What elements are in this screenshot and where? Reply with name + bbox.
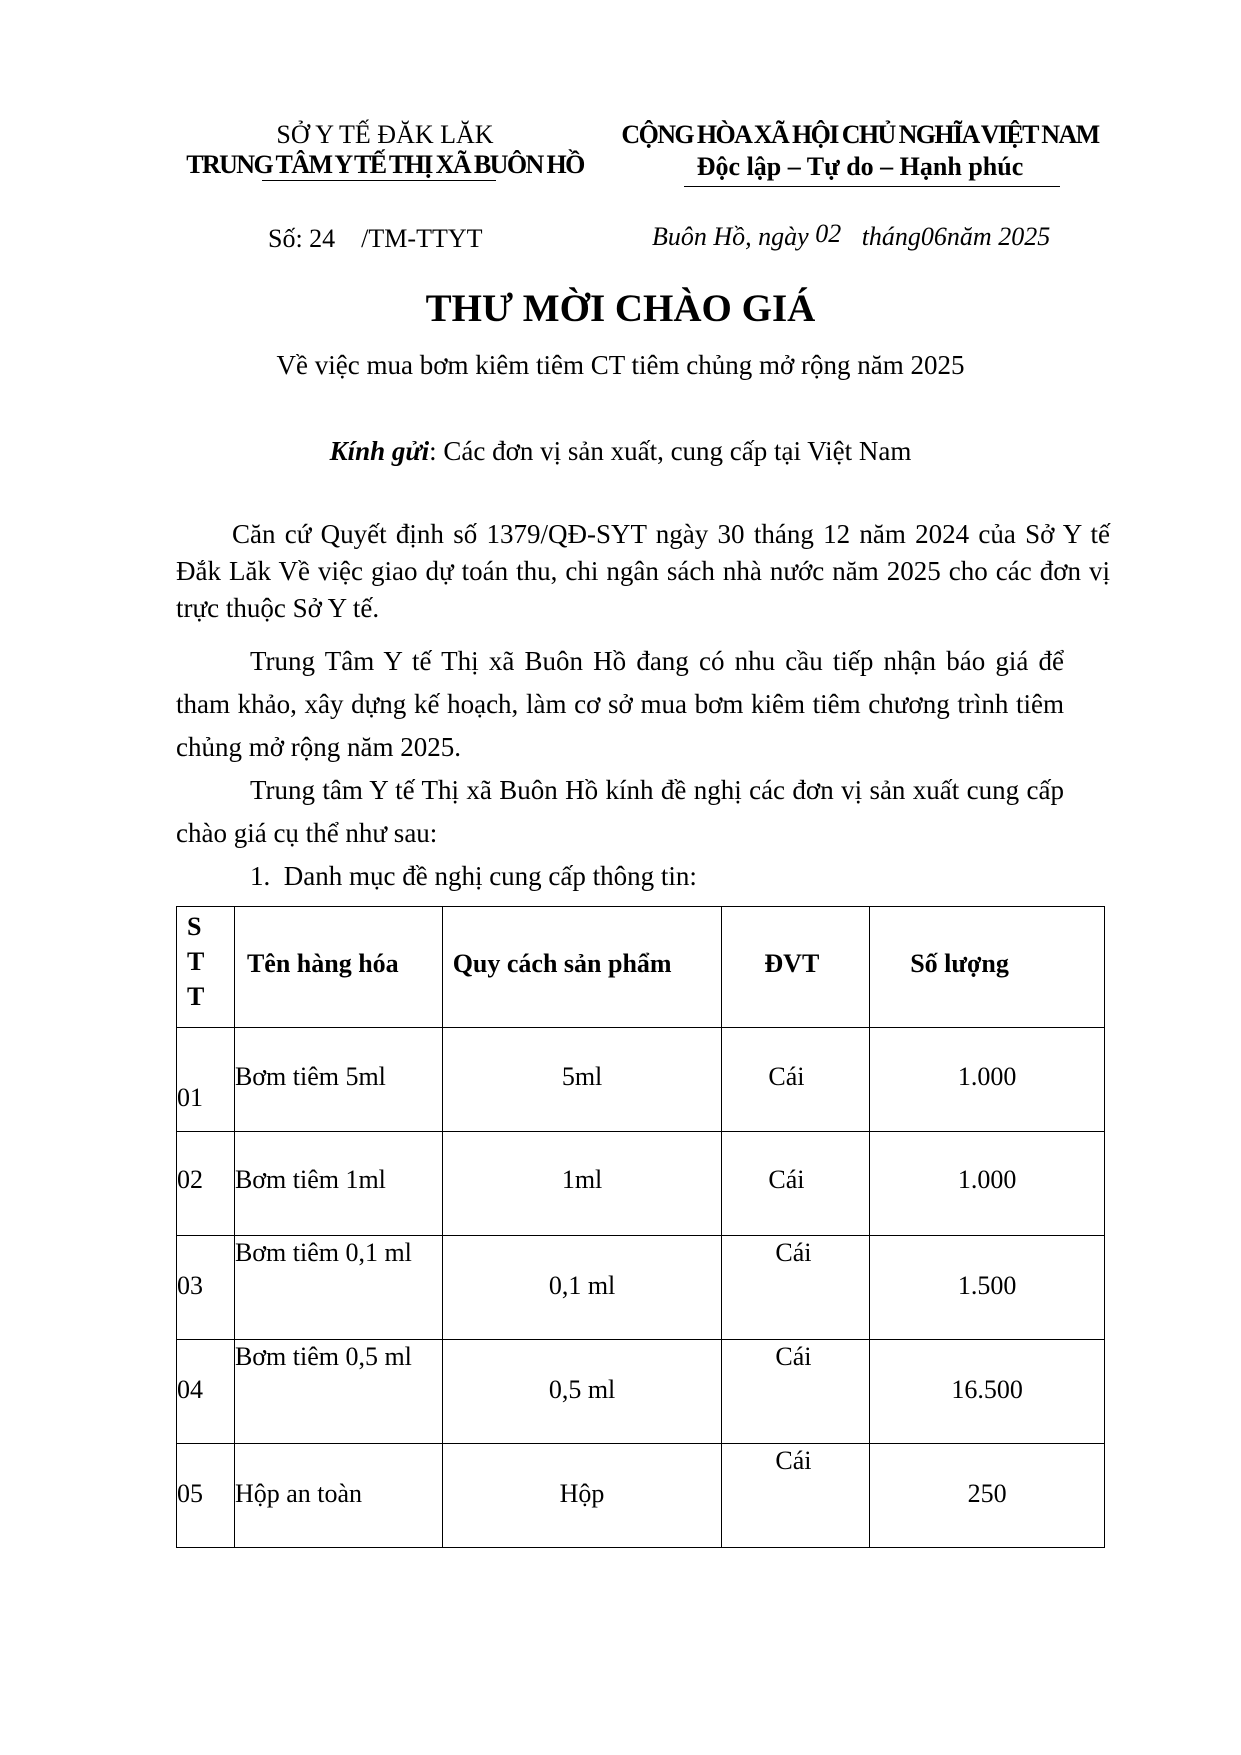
table-row	[177, 1236, 1105, 1340]
agency-parent: SỞ Y TẾ ĐĂK LĂK	[276, 120, 494, 149]
cell-stt: 02	[177, 1132, 235, 1236]
cell-stt: 05	[177, 1444, 235, 1548]
date-month-year: tháng06năm 2025	[861, 222, 1051, 251]
cell-spec: 1ml	[442, 1132, 722, 1236]
recipient-line	[0, 436, 1241, 467]
cell-spec: Hộp	[442, 1444, 722, 1548]
cell-qty: 1.500	[870, 1236, 1105, 1340]
table-row	[177, 1340, 1105, 1444]
nation-title: CỘNG HÒA XÃ HỘI CHỦ NGHĨA VIỆT NAM	[621, 120, 1099, 149]
document-subject: Về việc mua bơm kiêm tiêm CT tiêm chủng mở rộng năm 2025	[276, 350, 965, 380]
header-stt-char: T	[187, 982, 205, 1011]
recipient-label: Kính gửi	[329, 436, 430, 466]
items-table	[176, 906, 1105, 1548]
paragraph-legal-basis: Căn cứ Quyết định số 1379/QĐ-SYT ngày 30 tháng 12 năm 2024 của Sở Y tế Đắk Lăk Về việc giao dự toán thu, chi ngân sách nhà nước năm 2025 cho các đơn vị trực thuộc Sở Y tế.	[176, 519, 1110, 623]
motto: Độc lập – Tự do – Hạnh phúc	[696, 152, 1024, 181]
cell-spec: 5ml	[442, 1028, 722, 1132]
header-stt-char: S	[187, 912, 202, 941]
cell-name: Bơm tiêm 0,5 ml	[234, 1340, 442, 1444]
table-row	[177, 1444, 1105, 1548]
cell-spec: 0,5 ml	[442, 1340, 722, 1444]
cell-unit: Cái	[722, 1028, 870, 1132]
document-number: Số: 24 /TM-TTYT	[268, 224, 483, 253]
header-qty-label: Số lượng	[910, 949, 1009, 978]
header-unit-label: ĐVT	[764, 949, 820, 978]
list-item-catalog: 1. Danh mục đề nghị cung cấp thông tin:	[250, 861, 697, 891]
recipient-text: : Các đơn vị sản xuất, cung cấp tại Việt Nam	[429, 436, 912, 466]
agency-name: TRUNG TÂM Y TẾ THỊ XÃ BUÔN HỒ	[186, 150, 584, 179]
cell-stt: 03	[177, 1236, 235, 1340]
header-stt-char: T	[187, 947, 205, 976]
cell-qty: 1.000	[870, 1132, 1105, 1236]
header-spec-label: Quy cách sản phẩm	[452, 949, 672, 978]
document-title: THƯ MỜI CHÀO GIÁ	[425, 287, 816, 330]
cell-name: Bơm tiêm 1ml	[234, 1132, 442, 1236]
paragraph-need: Trung Tâm Y tế Thị xã Buôn Hồ đang có nhu cầu tiếp nhận báo giá để tham khảo, xây dựng kế hoạch, làm cơ sở mua bơm kiêm tiêm chương trình tiêm chủng mở rộng năm 2025.	[176, 646, 1064, 762]
cell-unit: Cái	[722, 1236, 870, 1340]
header-stt	[177, 907, 235, 1028]
table-row	[177, 1028, 1105, 1132]
cell-unit: Cái	[722, 1340, 870, 1444]
cell-name: Hộp an toàn	[234, 1444, 442, 1548]
cell-qty: 16.500	[870, 1340, 1105, 1444]
header-unit	[722, 907, 870, 1028]
header-name	[234, 907, 442, 1028]
header-spec	[442, 907, 722, 1028]
cell-unit: Cái	[722, 1444, 870, 1548]
paragraph-request: Trung tâm Y tế Thị xã Buôn Hồ kính đề nghị các đơn vị sản xuất cung cấp chào giá cụ thể như sau:	[176, 775, 1064, 848]
table-row	[177, 1132, 1105, 1236]
date-place: Buôn Hồ, ngày	[652, 222, 809, 251]
cell-qty: 1.000	[870, 1028, 1105, 1132]
cell-qty: 250	[870, 1444, 1105, 1548]
header-name-label: Tên hàng hóa	[246, 949, 399, 978]
header-qty	[870, 907, 1105, 1028]
cell-unit: Cái	[722, 1132, 870, 1236]
agency-underline	[262, 180, 496, 181]
date-line	[652, 219, 1051, 252]
cell-stt: 04	[177, 1340, 235, 1444]
table-header-row	[177, 907, 1105, 1028]
cell-spec: 0,1 ml	[442, 1236, 722, 1340]
cell-stt: 01	[177, 1028, 235, 1132]
date-day: 02	[815, 219, 842, 248]
cell-name: Bơm tiêm 0,1 ml	[234, 1236, 442, 1340]
motto-underline	[684, 186, 1060, 187]
cell-name: Bơm tiêm 5ml	[234, 1028, 442, 1132]
